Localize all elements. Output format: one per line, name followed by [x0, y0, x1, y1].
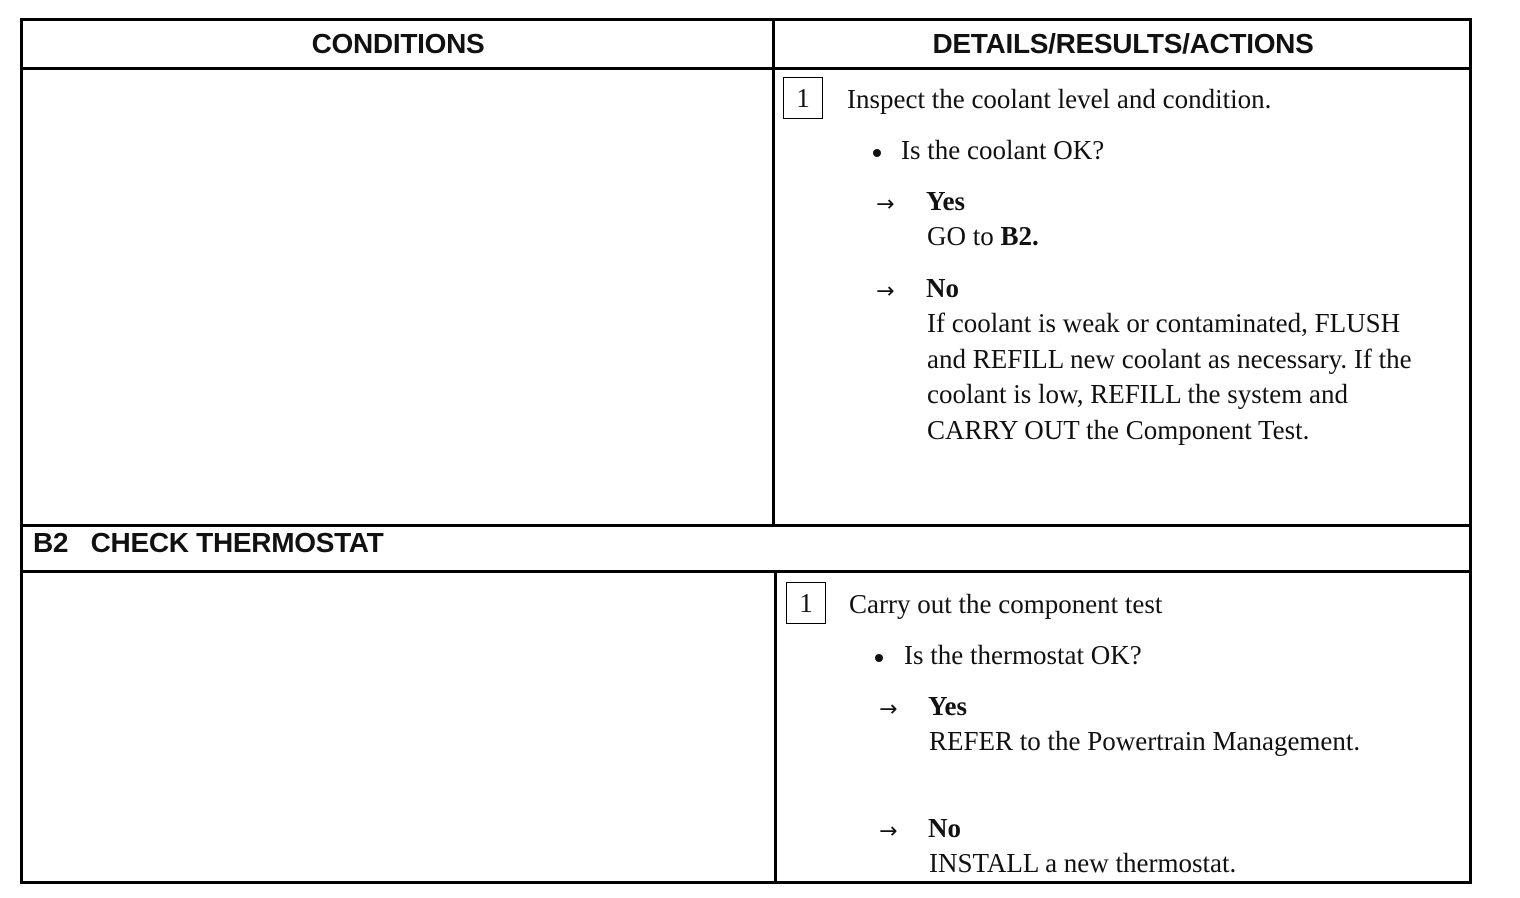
diagnostic-table — [20, 18, 1472, 884]
step-instruction: Carry out the component test — [849, 589, 1163, 619]
section-divider-bottom — [23, 570, 1469, 573]
no-label: No — [928, 813, 961, 843]
bullet-icon — [873, 149, 881, 157]
right-arrow-icon: → — [876, 279, 895, 304]
yes-label: Yes — [928, 691, 967, 721]
step-number-box: 1 — [786, 582, 826, 624]
step-number-box: 1 — [783, 77, 823, 119]
section-title: B2 CHECK THERMOSTAT — [33, 527, 384, 558]
question-text: Is the thermostat OK? — [904, 640, 1142, 670]
bullet-icon — [875, 654, 883, 662]
no-action: If coolant is weak or contaminated, FLUSH and REFILL new coolant as necessary. If the coolant is low, REFILL the system and CARRY OUT the Component Test. — [927, 308, 1412, 445]
yes-action: REFER to the Powertrain Management. — [929, 726, 1361, 756]
header-divider — [23, 67, 1469, 70]
step-instruction: Inspect the coolant level and condition. — [847, 84, 1272, 114]
yes-action-text: GO to — [927, 221, 1001, 251]
question-text: Is the coolant OK? — [901, 135, 1105, 165]
yes-action — [927, 219, 1039, 255]
b2-reference: B2. — [1000, 221, 1039, 251]
column-divider-upper — [772, 21, 775, 526]
details-header: DETAILS/RESULTS/ACTIONS — [932, 28, 1314, 59]
yes-label: Yes — [926, 186, 965, 216]
no-action: INSTALL a new thermostat. — [929, 848, 1237, 878]
right-arrow-icon: → — [879, 819, 898, 844]
no-label: No — [926, 273, 959, 303]
column-divider-lower — [774, 572, 777, 884]
conditions-header: CONDITIONS — [311, 28, 485, 59]
right-arrow-icon: → — [876, 192, 895, 217]
right-arrow-icon: → — [879, 697, 898, 722]
